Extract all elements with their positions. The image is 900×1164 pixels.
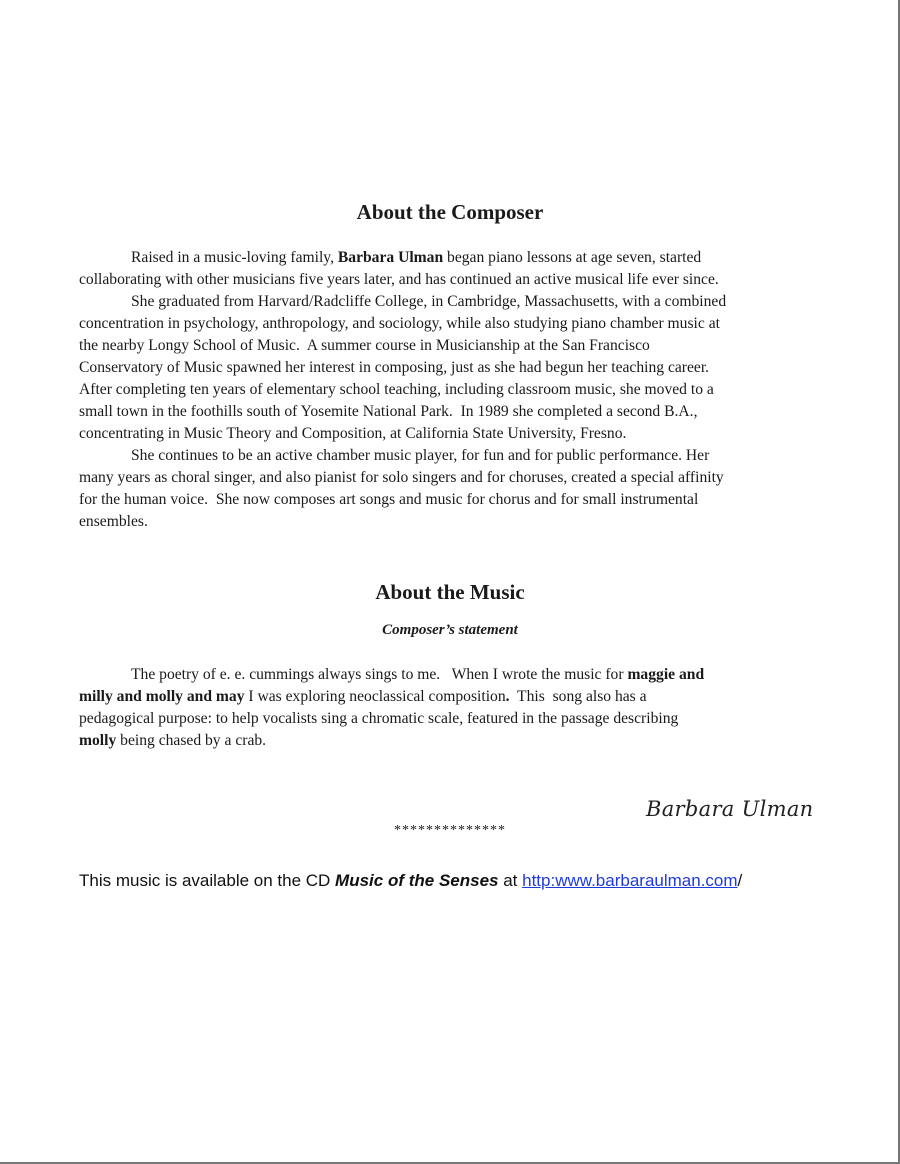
bold-text: maggie and (627, 666, 705, 683)
composer-line (79, 269, 719, 291)
text-run: small town in the foothills south of Yosemite National Park. In 1989 she completed a second B.A., (79, 403, 698, 420)
composer-line (79, 401, 697, 423)
bold-text: Barbara Ulman (337, 249, 444, 266)
music-subheading: Composer’s statement (382, 622, 518, 638)
text-run: concentration in psychology, anthropology, and sociology, while also studying piano chamber music at (79, 315, 720, 332)
text-run: She continues to be an active chamber music player, for fun and for public performance. Her (131, 447, 710, 464)
text-run: the nearby Longy School of Music. A summer course in Musicianship at the San Francisco (79, 337, 650, 354)
bold-text: molly (79, 732, 117, 749)
bold-text: . (505, 688, 510, 705)
text-run: The poetry of e. e. cummings always sings to me. When I wrote the music for (131, 666, 628, 683)
text-run: After completing ten years of elementary school teaching, including classroom music, she moved to a (79, 381, 714, 398)
availability-line (79, 871, 742, 891)
composer-signature: Barbara Ulman (646, 797, 814, 821)
text-run: being chased by a crab. (116, 732, 267, 749)
composer-line (79, 467, 724, 489)
composer-line (79, 335, 650, 357)
composer-line (131, 291, 726, 313)
music-line (79, 730, 266, 752)
composer-line (131, 247, 701, 269)
text-run: ensembles. (79, 513, 148, 530)
composer-line (79, 313, 720, 335)
music-heading: About the Music (375, 580, 525, 604)
composer-heading: About the Composer (356, 200, 544, 224)
music-line (79, 708, 678, 730)
text-run: concentrating in Music Theory and Composition, at California State University, Fresno. (79, 425, 627, 442)
website-link[interactable]: http:www.barbaraulman.com (522, 871, 738, 890)
text-run: She graduated from Harvard/Radcliffe College, in Cambridge, Massachusetts, with a combined (131, 293, 727, 310)
separator-asterisks: ************** (394, 823, 506, 838)
composer-line (79, 379, 714, 401)
cd-title: Music of the Senses (335, 871, 499, 890)
text-run: Raised in a music-loving family, (131, 249, 338, 266)
text-run: This song also has a (509, 688, 647, 705)
text-run: Conservatory of Music spawned her interest in composing, just as she had begun her teaching career. (79, 359, 710, 376)
availability-suffix: / (737, 871, 743, 890)
text-run: collaborating with other musicians five years later, and has continued an active musical life ever since. (79, 271, 719, 288)
text-run: for the human voice. She now composes art songs and music for chorus and for small instrumental (79, 491, 699, 508)
composer-line (79, 511, 148, 533)
text-run: pedagogical purpose: to help vocalists sing a chromatic scale, featured in the passage describing (79, 710, 679, 727)
composer-line (79, 423, 626, 445)
text-run: began piano lessons at age seven, started (443, 249, 702, 266)
bold-text: milly and molly and may (79, 688, 245, 705)
composer-line (131, 445, 709, 467)
music-line (131, 664, 704, 686)
music-line (79, 686, 647, 708)
composer-line (79, 489, 698, 511)
availability-prefix: This music is available on the CD (79, 871, 336, 890)
availability-middle: at (498, 871, 523, 890)
composer-line (79, 357, 709, 379)
text-run: I was exploring neoclassical composition (244, 688, 506, 705)
text-run: many years as choral singer, and also pianist for solo singers and for choruses, created a special affinity (79, 469, 724, 486)
